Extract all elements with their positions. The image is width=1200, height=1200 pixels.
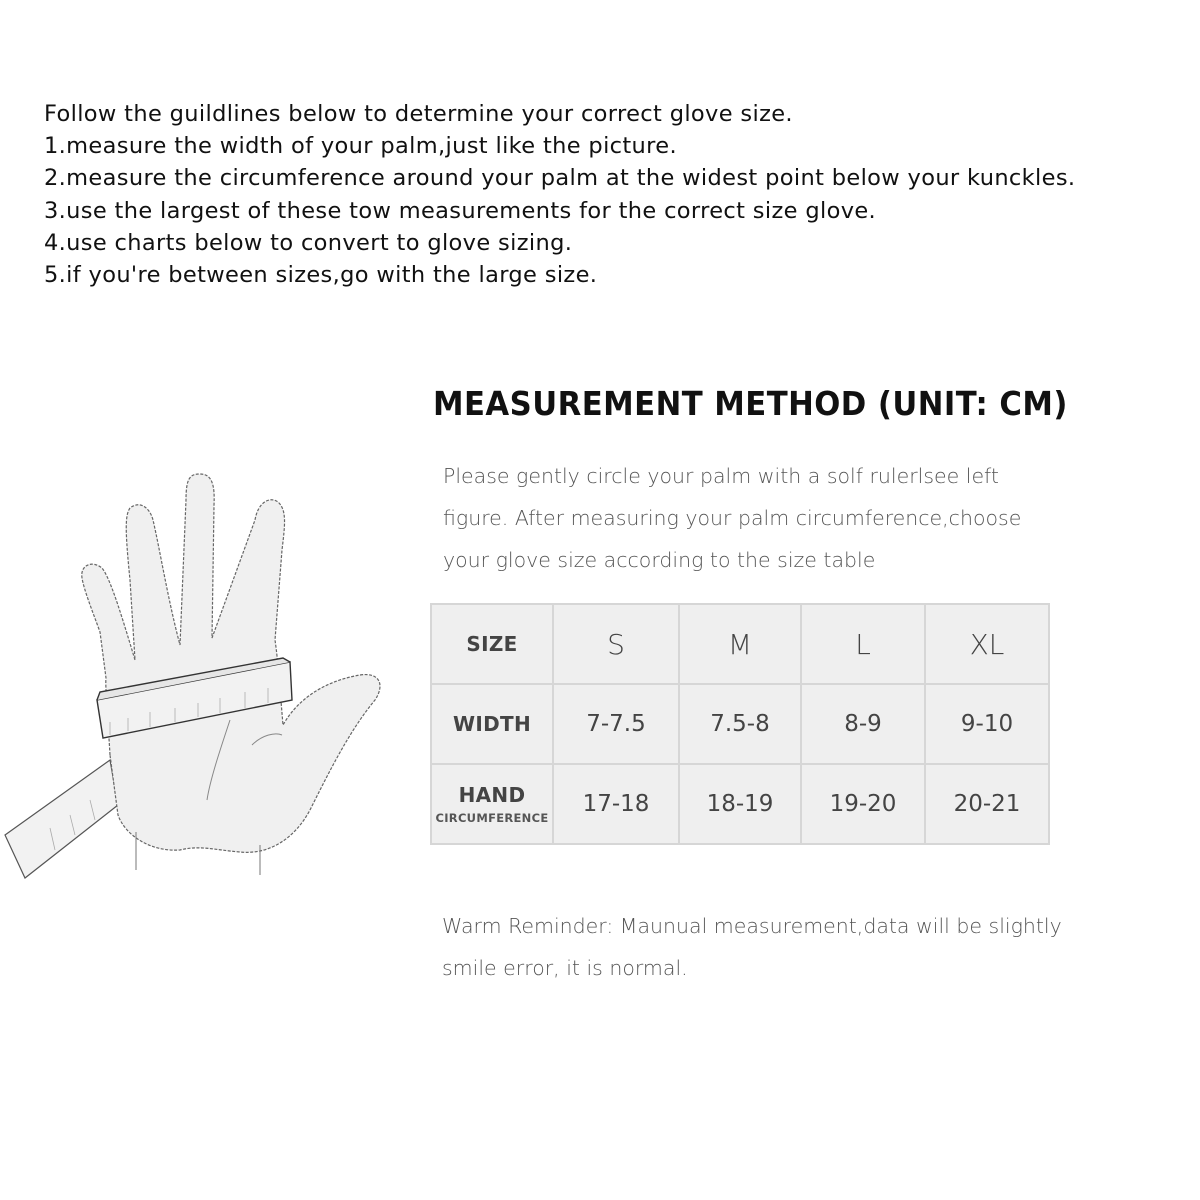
table-cell: 9-10 (925, 684, 1049, 764)
table-row-width (431, 684, 1049, 764)
row-sublabel-circumference: CIRCUMFERENCE (435, 811, 549, 825)
guideline-step: 4.use charts below to convert to glove sizing. (44, 229, 573, 256)
guideline-step: 1.measure the width of your palm,just like the picture. (44, 133, 677, 160)
guideline-step: 2.measure the circumference around your palm at the widest point below your kunckles. (44, 165, 1076, 192)
guidelines-intro: Follow the guildlines below to determine your correct glove size. (44, 101, 793, 127)
reminder-line: Warm Reminder: Maunual measurement,data will be slightly (442, 914, 1062, 938)
table-cell: 20-21 (925, 764, 1049, 844)
size-s: S (553, 604, 679, 684)
guideline-step: 5.if you're between sizes,go with the large size. (44, 262, 598, 289)
table-cell: 7.5-8 (679, 684, 801, 764)
size-xl: XL (925, 604, 1049, 684)
sizing-guidelines (44, 98, 1075, 291)
intro-line: Please gently circle your palm with a solf rulerlsee left (443, 464, 999, 488)
guideline-step: 3.use the largest of these tow measurements for the correct size glove. (44, 197, 877, 224)
header-label: SIZE (431, 604, 553, 684)
size-m: M (679, 604, 801, 684)
method-title: MEASUREMENT METHOD (UNIT: CM) (433, 384, 1068, 423)
warm-reminder (442, 905, 1062, 989)
intro-line: your glove size according to the size table (443, 548, 876, 572)
hand-with-measuring-tape-icon (0, 460, 410, 890)
table-cell: 7-7.5 (553, 684, 679, 764)
row-label-hand: HAND (458, 783, 526, 807)
size-l: L (801, 604, 925, 684)
table-cell: 19-20 (801, 764, 925, 844)
table-cell: 17-18 (553, 764, 679, 844)
table-row-header (431, 604, 1049, 684)
intro-line: figure. After measuring your palm circumference,choose (443, 506, 1022, 530)
table-row-circumference (431, 764, 1049, 844)
table-cell: 18-19 (679, 764, 801, 844)
table-cell: 8-9 (801, 684, 925, 764)
row-label-circumference (431, 764, 553, 844)
reminder-line: smile error, it is normal. (442, 956, 688, 980)
row-label-width: WIDTH (431, 684, 553, 764)
size-table (430, 603, 1050, 845)
method-intro (443, 455, 1143, 581)
